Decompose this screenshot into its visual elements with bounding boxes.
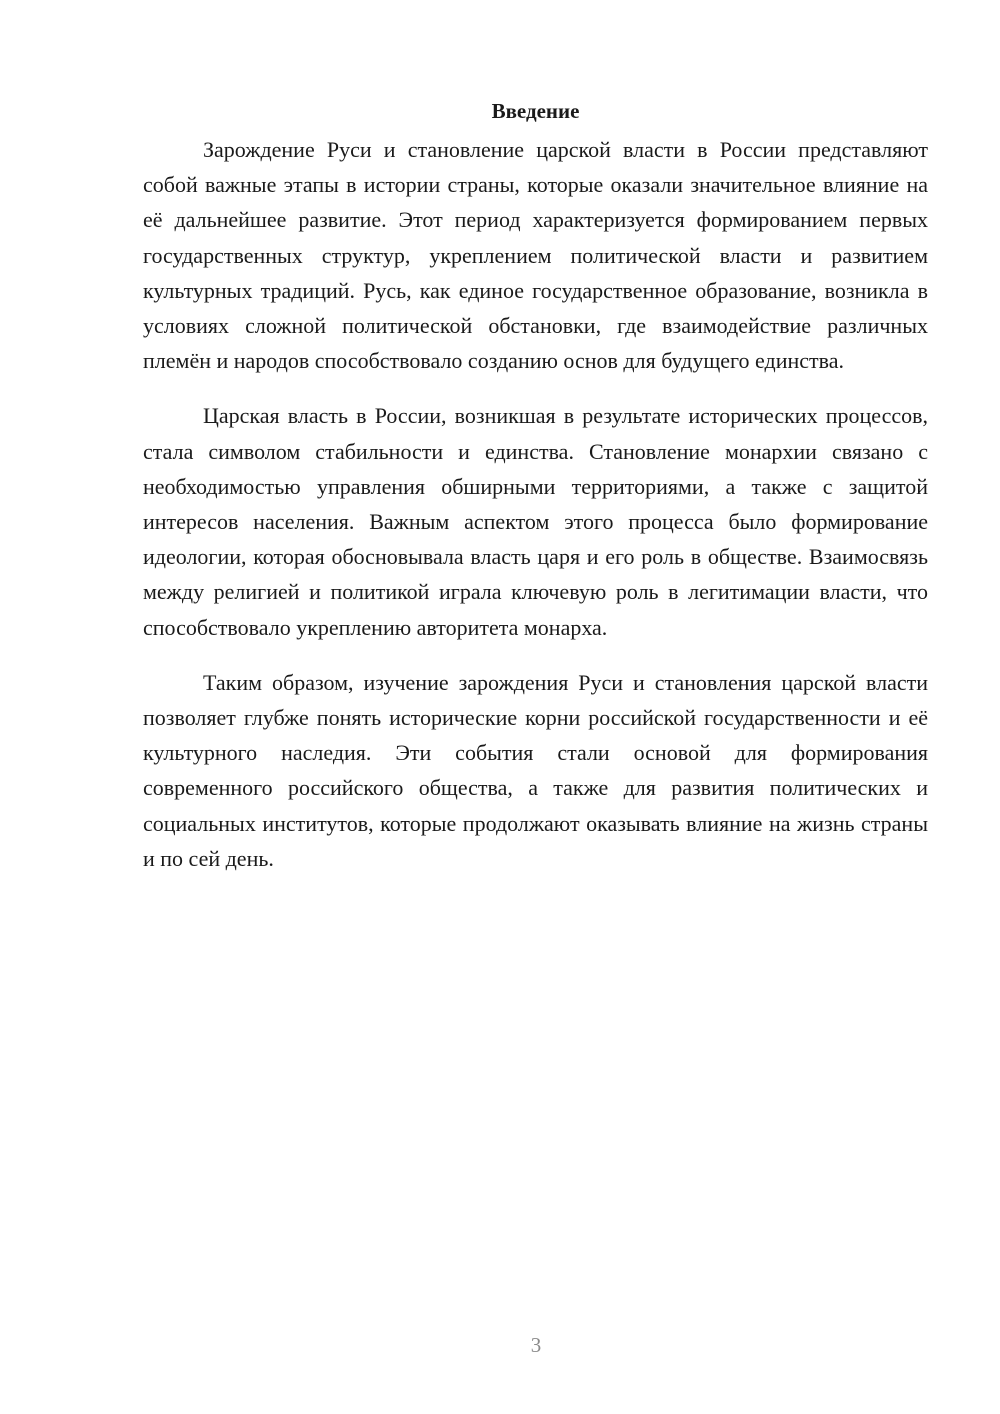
section-title: Введение [491, 99, 580, 123]
page-content [143, 96, 928, 896]
page-number: 3 [530, 1333, 542, 1357]
paragraph-2: Царская власть в России, возникшая в результате исторических процессов, стала символом стабильности и единства. Становление монархии связано с необходимостью управления обширными территориями, а также с защитой интересов населения. Важным аспектом этого процесса было формирование идеологии, которая обосновывала власть царя и его роль в обществе. Взаимосвязь между религией и политикой играла ключевую роль в легитимации власти, что способствовало укреплению авторитета монарха. [143, 403, 928, 640]
paragraph-3: Таким образом, изучение зарождения Руси и становления царской власти позволяет глубже понять исторические корни российской государственности и её культурного наследия. Эти события стали основой для формирования современного российского общества, а также для развития политических и социальных институтов, которые продолжают оказывать влияние на жизнь страны и по сей день. [143, 669, 928, 871]
paragraph-1: Зарождение Руси и становление царской власти в России представляют собой важные этапы в истории страны, которые оказали значительное влияние на её дальнейшее развитие. Этот период характеризуется формированием первых государственных структур, укреплением политической власти и развитием культурных традиций. Русь, как единое государственное образование, возникла в условиях сложной политической обстановки, где взаимодействие различных племён и народов способствовало созданию основ для будущего единства. [143, 137, 928, 374]
